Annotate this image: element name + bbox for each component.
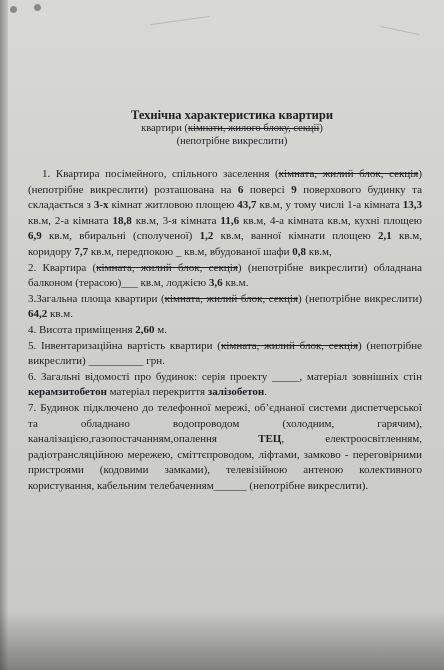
corridor-area: 7,7: [74, 245, 89, 258]
text-run: ) (непотрібне викреслити) __________ грн.: [28, 339, 422, 368]
total-area: 64,2: [28, 308, 48, 321]
building-floors: 9: [291, 183, 297, 196]
paragraph-2: [28, 261, 422, 292]
text-run: , електроосвітленням, радіотрансляційною мережею, сміттєпроводом, ліфтами, замково - переговірними пристроями (кодовими замками), телевізійною антеною колективного користування, кабельним телебаченням______ (непотрібне викреслити).: [28, 433, 422, 492]
text-run: м.: [154, 323, 167, 336]
text-run: кв.м, коридору: [28, 230, 423, 258]
paragraph-7: [28, 401, 422, 495]
subtitle-note: (непотрібне викреслити): [176, 135, 288, 147]
text-run: 3.Загальна площа квартири (: [28, 292, 165, 305]
document-body: [28, 108, 422, 494]
text-run: кв.м, вбиральні (сполученої): [41, 230, 200, 243]
text-run: кв.м,: [306, 245, 332, 258]
text-run: матеріал перекриття: [106, 386, 208, 399]
text-run: кв.м, у тому числі 1-а кімната: [256, 199, 403, 212]
text-run: 4. Висота приміщення: [28, 323, 136, 336]
text-run: кв.м, передпокою _ кв.м, вбудованої шафи: [88, 245, 293, 258]
text-run: квартири (: [141, 123, 188, 134]
ceiling-height: 2,60: [135, 323, 155, 336]
heating-source: ТЕЦ: [258, 433, 282, 446]
text-run: поверсі: [243, 183, 292, 196]
paper-mark: [380, 26, 419, 35]
text-run: ) (непотрібне викреслити) розташована на: [28, 168, 422, 196]
text-run: ) (непотрібне викреслити) обладнана балконом (терасою)___ кв.м, лоджією: [28, 261, 422, 290]
floor-number: 6: [237, 183, 244, 196]
paragraph-6: [28, 370, 422, 401]
text-run: кімнат житловою площею: [108, 199, 238, 212]
text-run: кв.м.: [47, 308, 73, 321]
text-run: .: [264, 386, 267, 399]
text-run: 5. Інвентаризаційна вартість квартири (: [28, 339, 221, 352]
room2-area: 18,8: [112, 214, 132, 227]
text-run: кв.м, 2-а кімната: [28, 214, 113, 227]
text-run: поверхового будинку та складається з: [28, 183, 423, 212]
text-run: 7. Будинок підключено до телефонної мережі, об’єднаної системи диспетчерської та обладнано водопроводом (холодним, гарячим), каналізацією,газопостачанням,опалення: [28, 401, 422, 446]
punch-hole: [34, 4, 41, 11]
text-run: кв.м, 3-я кімната: [131, 214, 221, 227]
paper-mark: [150, 16, 210, 25]
text-run: 1. Квартира посімейного, спільного заселення (: [42, 168, 279, 180]
punch-hole: [10, 6, 17, 13]
text-run: кв.м, ванної кімнати площею: [213, 230, 378, 243]
text-run: кв.м, 4-а кімната кв.м, кухні площею: [239, 214, 422, 227]
paper-edge: [0, 0, 8, 670]
photo-shadow: [0, 610, 444, 670]
document-title: Технічна характеристика квартири: [130, 108, 334, 122]
crossed-out-text: кімната, жилий блок, секція: [96, 261, 238, 274]
wardrobe-area: 0,8: [292, 245, 306, 258]
paragraph-4: [28, 323, 422, 339]
crossed-out-text: кімната, жилий блок, секція: [278, 168, 419, 180]
text-run: 6. Загальні відомості про будинок: серія проекту _____, матеріал зовнішніх стін: [28, 370, 422, 383]
floor-material: залізобетон: [207, 386, 265, 399]
text-run: ) (непотрібне викреслити): [298, 292, 422, 305]
kitchen-area: 6,9: [28, 230, 42, 243]
document-subtitle: [42, 123, 422, 136]
text-run: 2. Квартира (: [28, 261, 97, 274]
room-count: 3-х: [93, 199, 109, 212]
room1-area: 13,3: [402, 199, 422, 212]
text-run: кв.м.: [222, 277, 249, 290]
living-area: 43,7: [237, 199, 257, 212]
bathroom-area: 2,1: [377, 230, 392, 243]
wc-area: 1,2: [199, 230, 214, 243]
crossed-out-text: кімната, жилий блок, секція: [164, 292, 299, 305]
paragraph-3: [28, 292, 422, 323]
room3-area: 11,6: [220, 214, 240, 227]
loggia-area: 3,6: [208, 277, 223, 290]
crossed-out-text: кімната, жилий блок, секція: [220, 339, 359, 352]
wall-material: керамзитобетон: [28, 386, 107, 399]
crossed-out-text: кімнати, жилого блоку, секції: [188, 123, 320, 134]
paragraph-5: [28, 339, 422, 370]
paragraph-1: [28, 167, 422, 261]
text-run: ): [319, 123, 323, 134]
